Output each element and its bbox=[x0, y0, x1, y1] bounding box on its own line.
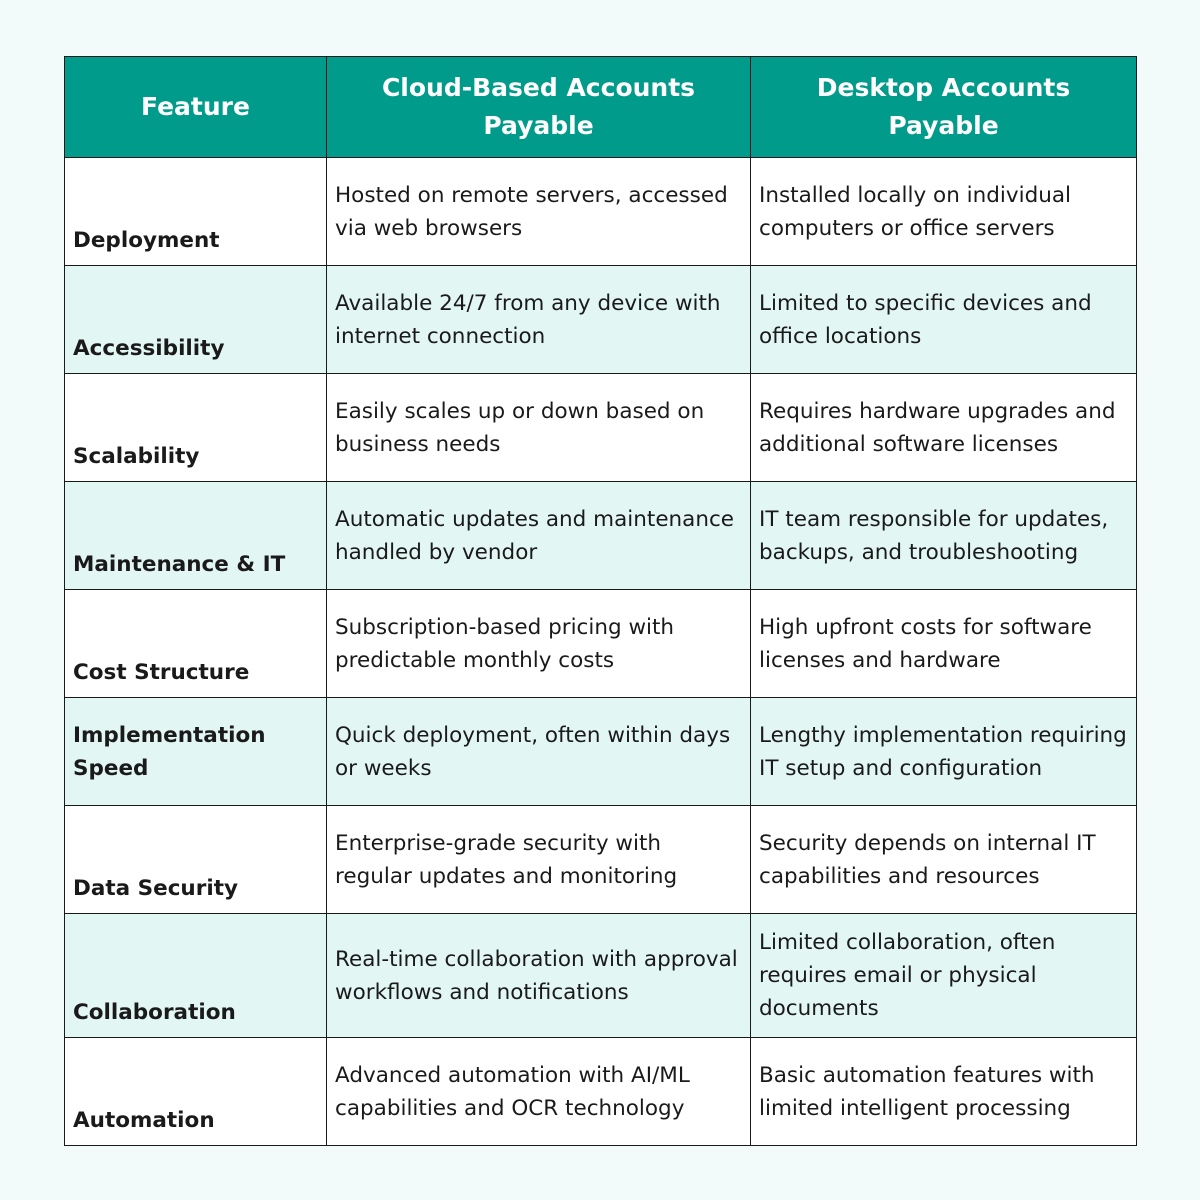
feature-cell: Collaboration bbox=[65, 914, 327, 1038]
header-feature: Feature bbox=[65, 57, 327, 158]
table-row bbox=[65, 374, 1137, 482]
table-row bbox=[65, 806, 1137, 914]
feature-cell: Implementation Speed bbox=[65, 698, 327, 806]
desktop-cell: Installed locally on individual computers or office servers bbox=[751, 158, 1137, 266]
feature-cell: Deployment bbox=[65, 158, 327, 266]
table-row bbox=[65, 914, 1137, 1038]
desktop-cell: High upfront costs for software licenses and hardware bbox=[751, 590, 1137, 698]
desktop-cell: Limited collaboration, often requires email or physical documents bbox=[751, 914, 1137, 1038]
feature-cell: Data Security bbox=[65, 806, 327, 914]
feature-cell: Accessibility bbox=[65, 266, 327, 374]
feature-cell: Automation bbox=[65, 1038, 327, 1146]
table-row bbox=[65, 266, 1137, 374]
cloud-cell: Automatic updates and maintenance handled by vendor bbox=[327, 482, 751, 590]
table-row bbox=[65, 1038, 1137, 1146]
desktop-cell: IT team responsible for updates, backups, and troubleshooting bbox=[751, 482, 1137, 590]
table-row bbox=[65, 590, 1137, 698]
cloud-cell: Easily scales up or down based on business needs bbox=[327, 374, 751, 482]
comparison-table-container bbox=[64, 56, 1136, 1144]
cloud-cell: Real-time collaboration with approval workflows and notifications bbox=[327, 914, 751, 1038]
cloud-cell: Quick deployment, often within days or weeks bbox=[327, 698, 751, 806]
cloud-cell: Enterprise-grade security with regular updates and monitoring bbox=[327, 806, 751, 914]
table-header-row bbox=[65, 57, 1137, 158]
feature-cell: Cost Structure bbox=[65, 590, 327, 698]
table-row bbox=[65, 482, 1137, 590]
desktop-cell: Basic automation features with limited intelligent processing bbox=[751, 1038, 1137, 1146]
table-row bbox=[65, 158, 1137, 266]
cloud-cell: Subscription-based pricing with predictable monthly costs bbox=[327, 590, 751, 698]
comparison-table bbox=[64, 56, 1137, 1146]
desktop-cell: Limited to specific devices and office locations bbox=[751, 266, 1137, 374]
desktop-cell: Lengthy implementation requiring IT setup and configuration bbox=[751, 698, 1137, 806]
cloud-cell: Available 24/7 from any device with internet connection bbox=[327, 266, 751, 374]
header-cloud: Cloud-Based Accounts Payable bbox=[327, 57, 751, 158]
feature-cell: Maintenance & IT bbox=[65, 482, 327, 590]
header-desktop: Desktop Accounts Payable bbox=[751, 57, 1137, 158]
table-row bbox=[65, 698, 1137, 806]
cloud-cell: Advanced automation with AI/ML capabilities and OCR technology bbox=[327, 1038, 751, 1146]
desktop-cell: Security depends on internal IT capabilities and resources bbox=[751, 806, 1137, 914]
feature-cell: Scalability bbox=[65, 374, 327, 482]
desktop-cell: Requires hardware upgrades and additional software licenses bbox=[751, 374, 1137, 482]
cloud-cell: Hosted on remote servers, accessed via web browsers bbox=[327, 158, 751, 266]
